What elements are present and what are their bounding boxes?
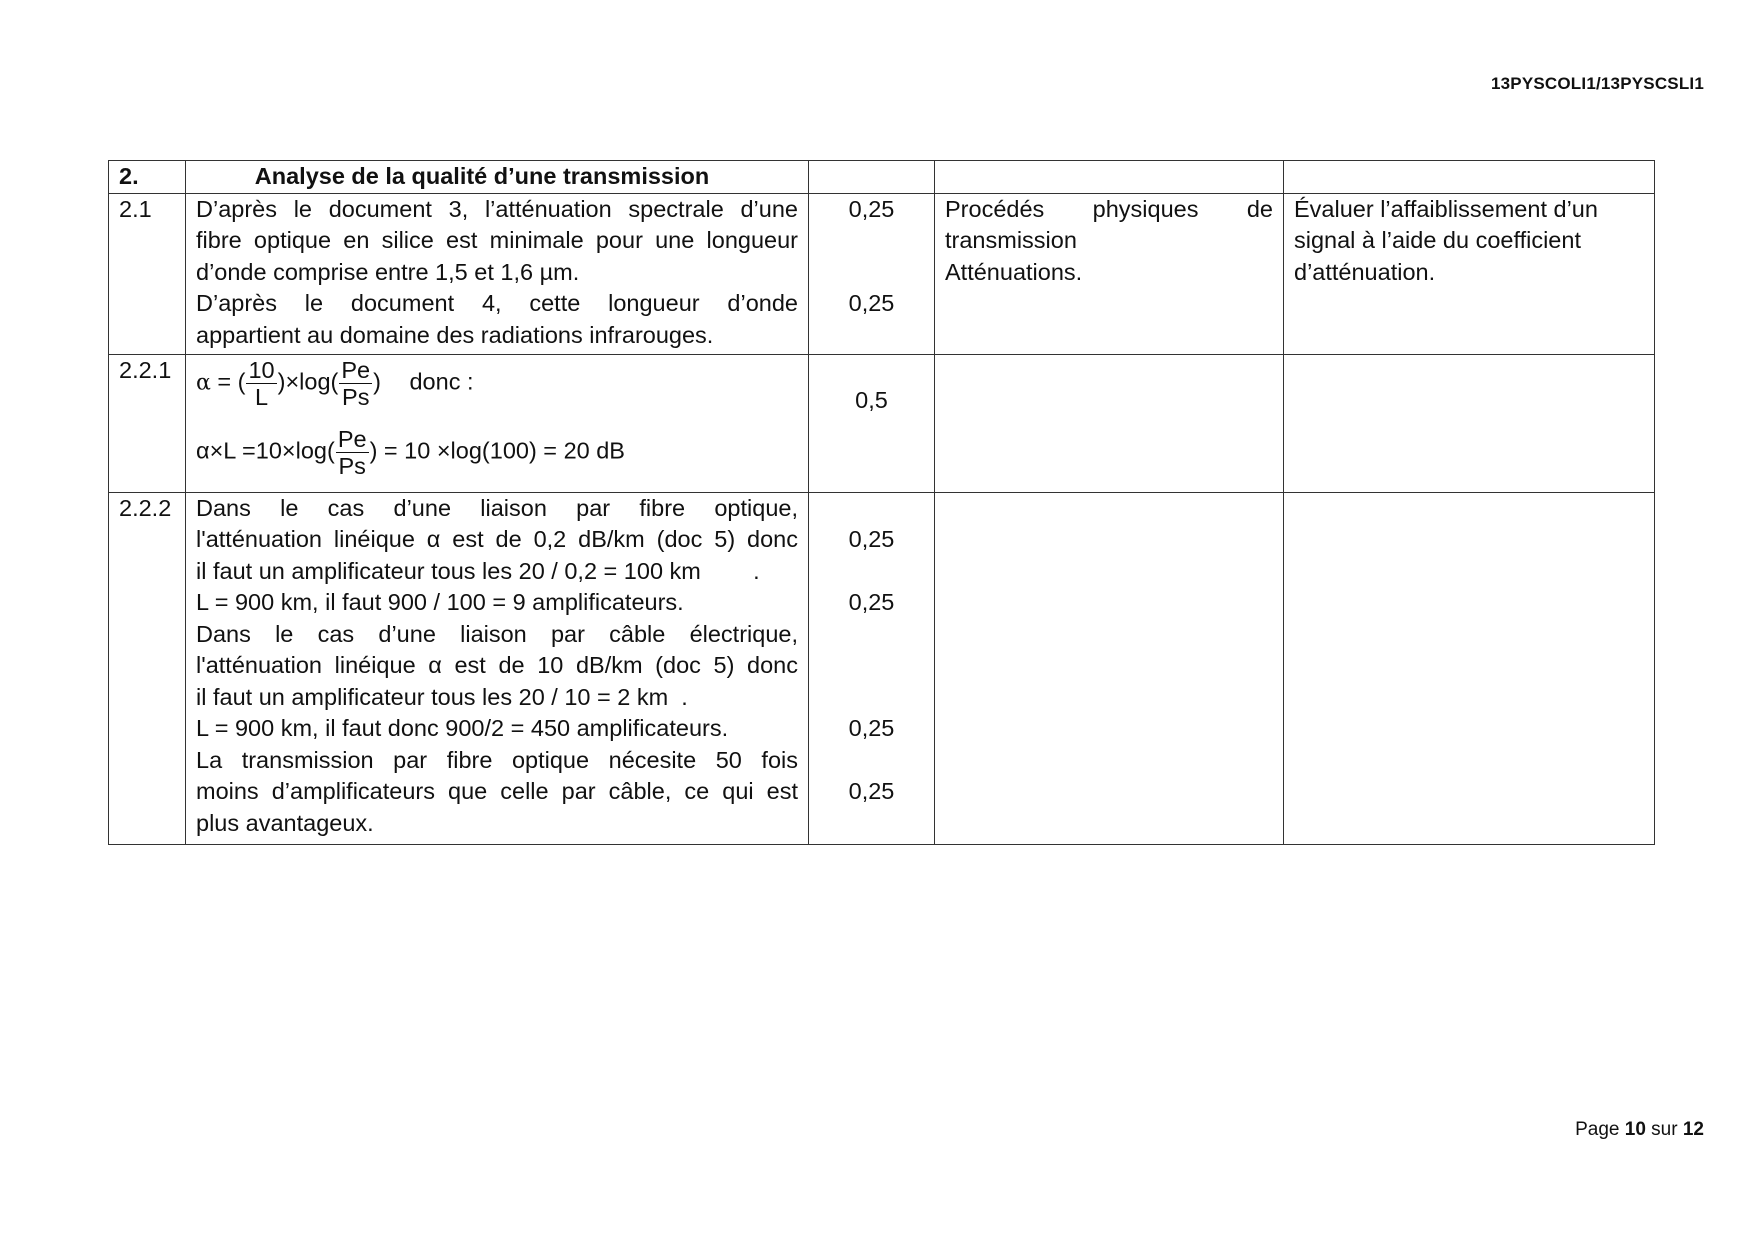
header-points-cell (809, 161, 935, 194)
fraction (246, 357, 276, 410)
points-value: 0,25 (848, 715, 895, 741)
answer-cell (186, 354, 809, 492)
formula-text: ) (373, 368, 381, 395)
answer-cell (186, 492, 809, 844)
page-label: Page (1575, 1119, 1620, 1140)
answer-line: Dans le cas d’une liaison par câble électrique, (196, 620, 798, 647)
skill-line: signal à l’aide du coefficient (1294, 227, 1581, 253)
answer-line: La transmission par fibre optique nécesite 50 fois (196, 746, 798, 773)
answer-line: D’après le document 4, cette longueur d’onde (196, 290, 798, 316)
competence-line: Procédés physiques de (945, 195, 1273, 222)
formula-text: ) = 10 ×log(100) = 20 dB (369, 437, 625, 464)
competence-cell (935, 354, 1284, 492)
fraction-denominator: Ps (338, 452, 366, 479)
competence-line: transmission (945, 227, 1077, 253)
competence-cell (935, 193, 1284, 354)
answer-line: d’onde comprise entre 1,5 et 1,6 µm. (196, 258, 580, 285)
table-row-2-2-2 (109, 492, 1655, 844)
header-skill-cell (1284, 161, 1655, 194)
skill-line: Évaluer l’affaiblissement d’un (1294, 195, 1598, 222)
fraction-numerator: Pe (337, 425, 367, 452)
fraction (339, 357, 372, 410)
correction-table (108, 160, 1655, 845)
points-value: 0,25 (848, 589, 895, 615)
page-total: 12 (1682, 1119, 1704, 1140)
result-formula (196, 426, 798, 488)
fraction-denominator: L (255, 383, 269, 410)
answer-line: l'atténuation linéique α est de 10 dB/km (doc 5) donc (196, 652, 798, 678)
header-competence-cell (935, 161, 1284, 194)
points-cell (809, 354, 935, 492)
question-number: 2.2.1 (109, 354, 186, 492)
answer-line: il faut un amplificateur tous les 20 / 0,2 = 100 km . (196, 557, 760, 584)
answer-line: l'atténuation linéique α est de 0,2 dB/km (doc 5) donc (196, 526, 798, 552)
answer-line: appartient au domaine des radiations infrarouges. (196, 321, 714, 348)
skill-line: d’atténuation. (1294, 258, 1436, 285)
points-value: 0,25 (848, 290, 895, 316)
table-row-2-2-1 (109, 354, 1655, 492)
answer-line: plus avantageux. (196, 809, 374, 836)
answer-line: moins d’amplificateurs que celle par câble, ce qui est (196, 778, 798, 804)
answer-line: fibre optique en silice est minimale pour une longueur (196, 227, 798, 253)
alpha-symbol: α (196, 370, 211, 396)
answer-line: il faut un amplificateur tous les 20 / 10 = 2 km . (196, 683, 688, 710)
formula-text: α×L =10×log( (196, 437, 335, 464)
answer-line: L = 900 km, il faut 900 / 100 = 9 amplificateurs. (196, 589, 684, 615)
formula-text: )×log( (277, 368, 339, 395)
document-code: 13PYSCOLI1/13PYSCSLI1 (1490, 74, 1704, 93)
formula-text: = ( (217, 368, 246, 395)
answer-line: Dans le cas d’une liaison par fibre optique, (196, 494, 798, 521)
answer-line: L = 900 km, il faut donc 900/2 = 450 amplificateurs. (196, 715, 729, 741)
question-number: 2.1 (109, 193, 186, 354)
answer-line: D’après le document 3, l’atténuation spectrale d’une (196, 195, 798, 222)
skill-cell (1284, 492, 1655, 844)
points-value: 0,25 (848, 526, 895, 552)
skill-cell (1284, 193, 1655, 354)
competence-line: Atténuations. (945, 258, 1083, 285)
page-footer (1575, 1119, 1704, 1141)
question-number: 2.2.2 (109, 492, 186, 844)
formula-text: donc : (409, 368, 474, 395)
points-value: 0,25 (848, 778, 895, 804)
points-cell (809, 492, 935, 844)
page-number: 10 (1624, 1119, 1646, 1140)
fraction-numerator: 10 (248, 356, 275, 383)
points-value: 0,25 (848, 195, 895, 222)
fraction-denominator: Ps (342, 383, 370, 410)
table-row-2-1 (109, 193, 1655, 354)
answer-cell (186, 193, 809, 354)
skill-cell (1284, 354, 1655, 492)
points-cell (809, 193, 935, 354)
attenuation-formula (196, 357, 798, 421)
section-number: 2. (109, 161, 186, 194)
page-separator: sur (1651, 1119, 1678, 1140)
fraction-numerator: Pe (341, 356, 371, 383)
section-header-row (109, 161, 1655, 194)
points-value: 0,5 (855, 386, 888, 413)
fraction (336, 426, 369, 479)
competence-cell (935, 492, 1284, 844)
section-title: Analyse de la qualité d’une transmission (186, 161, 809, 194)
